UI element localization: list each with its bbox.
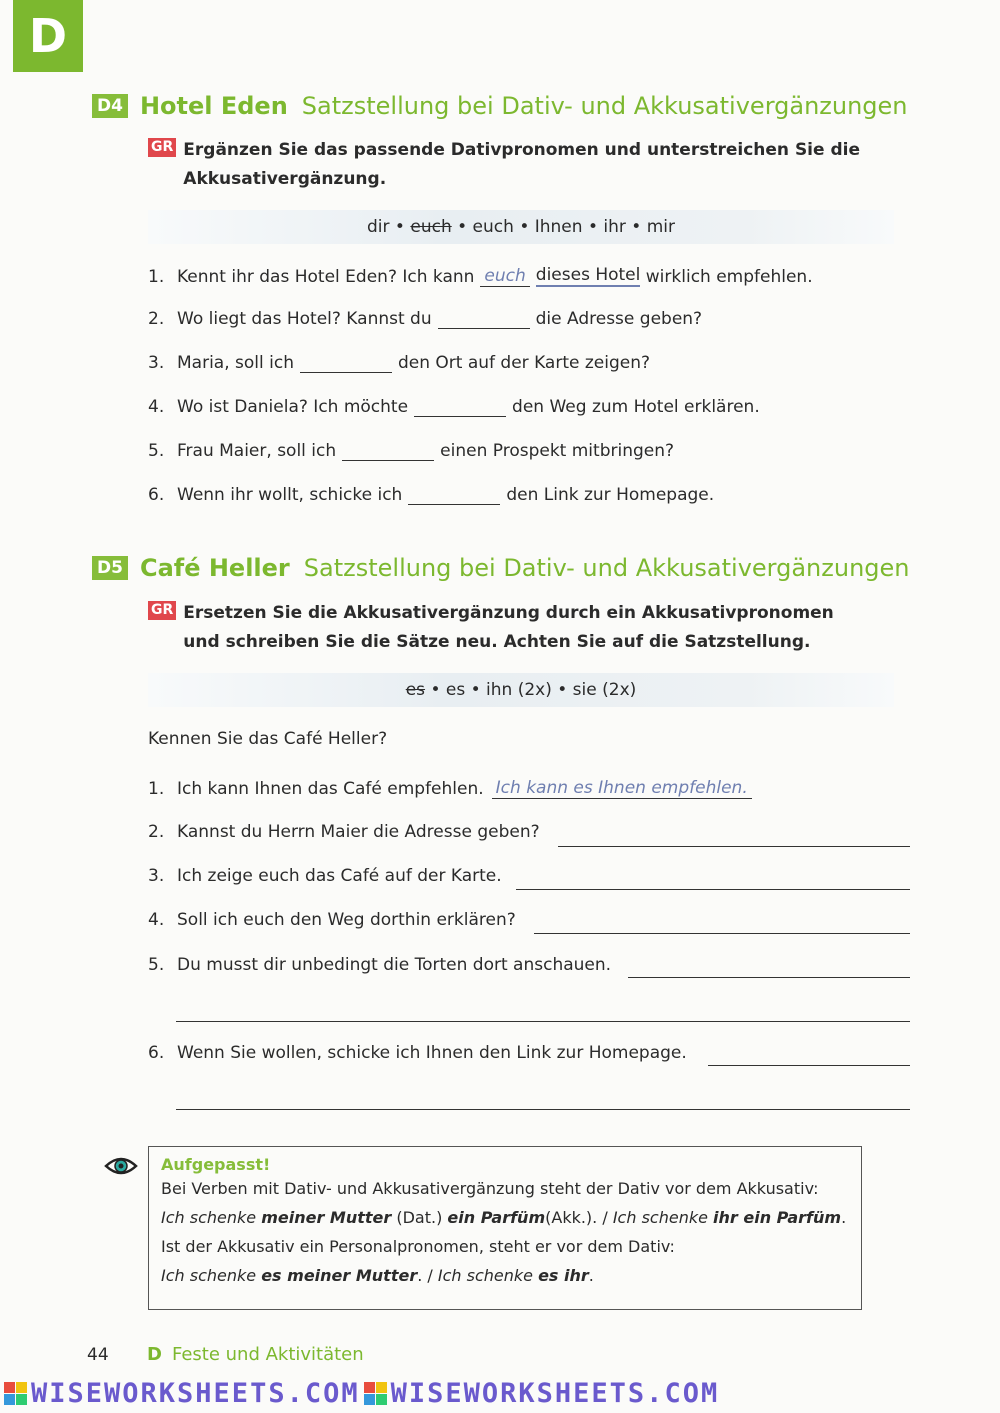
answer-line[interactable] (708, 1065, 910, 1066)
tip-title: Aufgepasst! (161, 1155, 271, 1174)
answer-line[interactable] (516, 889, 910, 890)
answer-field[interactable]: Ich kann es Ihnen empfehlen. (492, 778, 752, 799)
d4-instruction (148, 136, 863, 194)
d4-item-1: 1. Kennt ihr das Hotel Eden? Ich kann euch dieses Hotel wirklich empfehlen. (148, 265, 813, 287)
section-badge: D5 (92, 556, 128, 580)
tip-example: Ich schenke meiner Mutter (Dat.) ein Parfüm(Akk.). / Ich schenke ihr ein Parfüm. (161, 1208, 847, 1227)
instruction-line: Ergänzen Sie das passende Dativpronomen und unterstreichen Sie die (183, 140, 860, 160)
answer-blank[interactable] (438, 310, 530, 329)
section-d5-header (92, 554, 909, 582)
underlined-object: dieses Hotel (535, 265, 641, 285)
section-topic: Satzstellung bei Dativ- und Akkusativergänzungen (303, 554, 910, 582)
d5-instruction (148, 599, 863, 657)
answer-blank[interactable] (342, 442, 434, 461)
section-d4-header (92, 92, 908, 120)
d5-item-6: 6. Wenn Sie wollen, schicke ich Ihnen den Link zur Homepage. (148, 1043, 687, 1063)
word-option: • euch • Ihnen • ihr • mir (457, 217, 675, 237)
grammar-badge: GR (148, 138, 176, 157)
instruction-line: und schreiben Sie die Sätze neu. Achten Sie auf die Satzstellung. (183, 632, 811, 652)
d5-intro: Kennen Sie das Café Heller? (148, 729, 388, 749)
answer-blank[interactable] (408, 486, 500, 505)
answer-line[interactable] (176, 1021, 910, 1022)
word-option-used: es (405, 680, 426, 700)
instruction-line: Akkusativergänzung. (183, 169, 387, 189)
answer-line[interactable] (628, 977, 910, 978)
answer-line[interactable] (534, 933, 910, 934)
tip-line: Bei Verben mit Dativ- und Akkusativergänzung steht der Dativ vor dem Akkusativ: (161, 1179, 819, 1198)
watermark-logo-icon (364, 1382, 387, 1405)
d5-word-box (148, 673, 894, 707)
grammar-badge: GR (148, 601, 176, 620)
instruction-line: Ersetzen Sie die Akkusativergänzung durch ein Akkusativpronomen (183, 603, 834, 623)
d5-item-1: 1. Ich kann Ihnen das Café empfehlen. Ich kann es Ihnen empfehlen. (148, 778, 758, 799)
answer-line[interactable] (176, 1109, 910, 1110)
section-title: Café Heller (139, 554, 290, 582)
section-topic: Satzstellung bei Dativ- und Akkusativergänzungen (301, 92, 908, 120)
d4-item-6: 6. Wenn ihr wollt, schicke ich den Link zur Homepage. (148, 485, 715, 505)
d4-item-2: 2. Wo liegt das Hotel? Kannst du die Adresse geben? (148, 309, 703, 329)
tip-line: Ist der Akkusativ ein Personalpronomen, steht er vor dem Dativ: (161, 1237, 675, 1256)
watermark: WISEWORKSHEETS.COM WISEWORKSHEETS.COM (0, 1378, 1000, 1408)
word-option-used: euch (410, 217, 452, 237)
eye-icon (104, 1155, 138, 1177)
section-title: Hotel Eden (139, 92, 288, 120)
tip-box (148, 1146, 862, 1310)
d5-item-4: 4. Soll ich euch den Weg dorthin erklären? (148, 910, 516, 930)
d5-item-5: 5. Du musst dir unbedingt die Torten dort anschauen. (148, 955, 612, 975)
d5-item-2: 2. Kannst du Herrn Maier die Adresse geben? (148, 822, 540, 842)
chapter-tab: D (13, 0, 83, 72)
d5-item-3: 3. Ich zeige euch das Café auf der Karte. (148, 866, 502, 886)
tip-example: Ich schenke es meiner Mutter. / Ich schenke es ihr. (161, 1266, 594, 1285)
section-badge: D4 (92, 94, 128, 118)
watermark-logo-icon (4, 1382, 27, 1405)
d4-word-box (148, 210, 894, 244)
page-number: 44 (87, 1345, 109, 1365)
answer-field[interactable]: euch (480, 266, 529, 287)
word-option: • es • ihn (2x) • sie (2x) (430, 680, 637, 700)
footer-chapter: D Feste und Aktivitäten (147, 1344, 364, 1365)
word-option: dir • (367, 217, 405, 237)
answer-line[interactable] (558, 846, 910, 847)
d4-item-5: 5. Frau Maier, soll ich einen Prospekt mitbringen? (148, 441, 675, 461)
d4-item-4: 4. Wo ist Daniela? Ich möchte den Weg zum Hotel erklären. (148, 397, 760, 417)
answer-blank[interactable] (414, 398, 506, 417)
answer-blank[interactable] (300, 354, 392, 373)
d4-item-3: 3. Maria, soll ich den Ort auf der Karte zeigen? (148, 353, 651, 373)
